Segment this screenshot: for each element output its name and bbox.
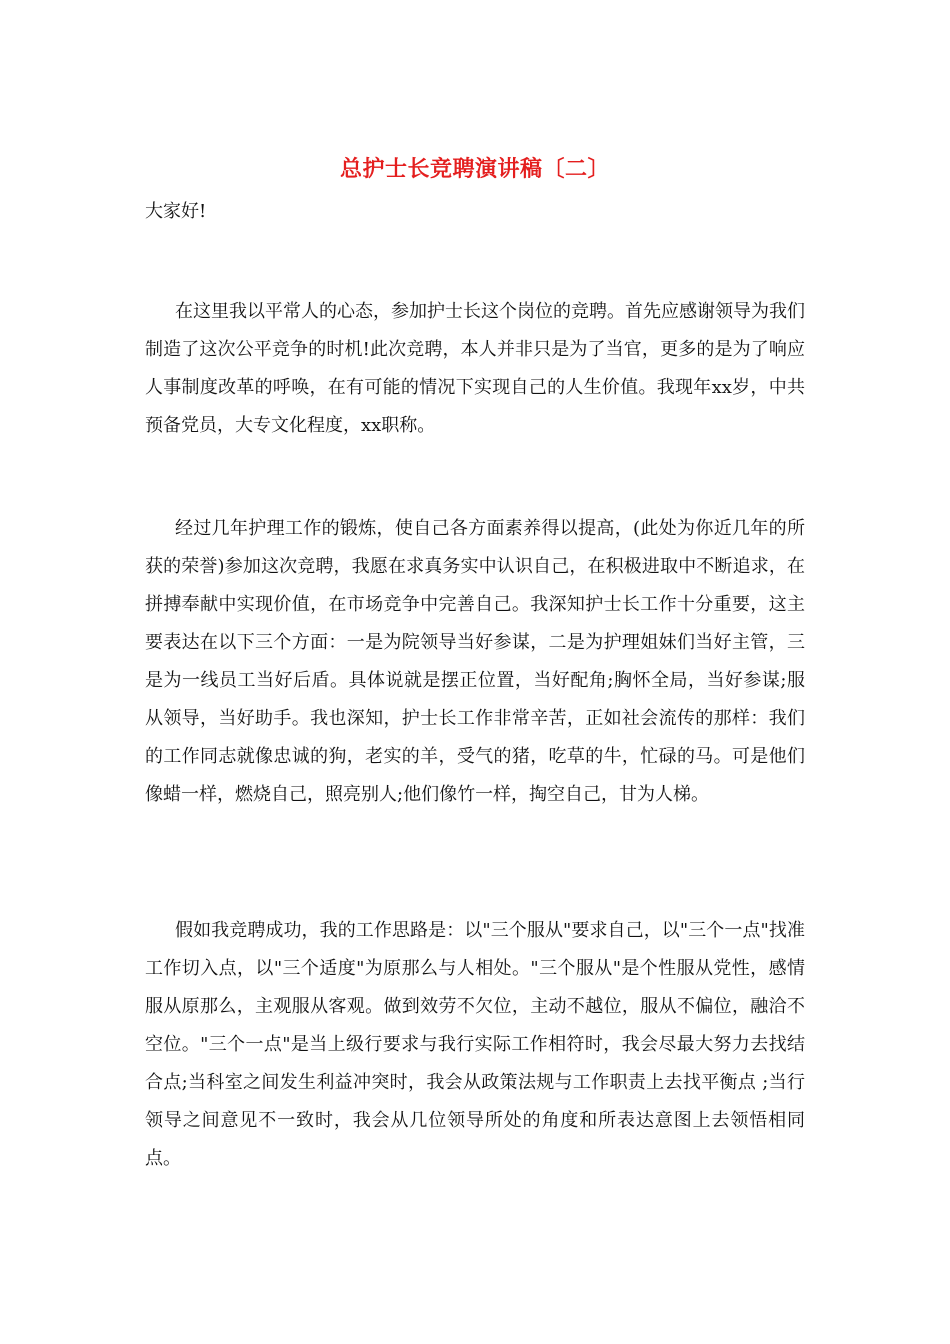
greeting-line: 大家好! [145,201,207,222]
body-paragraph-2: 经过几年护理工作的锻炼，使自己各方面素养得以提高，(此处为你近几年的所获的荣誉)参加这次竞聘，我愿在求真务实中认识自己，在积极进取中不断追求，在拼搏奉献中实现价值，在市场竞争中完善自己。我深知护士长工作十分重要，这主要表达在以下三个方面：一是为院领导当好参谋，二是为护理姐妹们当好主管，三是为一线员工当好后盾。具体说就是摆正位置，当好配角;胸怀全局，当好参谋;服从领导，当好助手。我也深知，护士长工作非常辛苦，正如社会流传的那样：我们的工作同志就像忠诚的狗，老实的羊，受气的猪，吃草的牛，忙碌的马。可是他们像蜡一样，燃烧自己，照亮别人;他们像竹一样，掏空自己，甘为人梯。 [145,518,805,805]
body-paragraph-1: 在这里我以平常人的心态，参加护士长这个岗位的竞聘。首先应感谢领导为我们制造了这次公平竞争的时机!此次竞聘，本人并非只是为了当官，更多的是为了响应人事制度改革的呼唤，在有可能的情况下实现自己的人生价值。我现年xx岁，中共预备党员，大专文化程度，xx职称。 [145,301,805,436]
document-title: 总护士长竞聘演讲稿〔二〕 [339,156,610,182]
body-paragraph-3: 假如我竞聘成功，我的工作思路是：以"三个服从"要求自己，以"三个一点"找准工作切入点，以"三个适度"为原那么与人相处。"三个服从"是个性服从党性，感情服从原那么，主观服从客观。做到效劳不欠位，主动不越位，服从不偏位，融洽不空位。"三个一点"是当上级行要求与我行实际工作相符时，我会尽最大努力去找结合点;当科室之间发生利益冲突时，我会从政策法规与工作职责上去找平衡点 ;当行领导之间意见不一致时，我会从几位领导所处的角度和所表达意图上去领悟相同点。 [145,920,805,1169]
